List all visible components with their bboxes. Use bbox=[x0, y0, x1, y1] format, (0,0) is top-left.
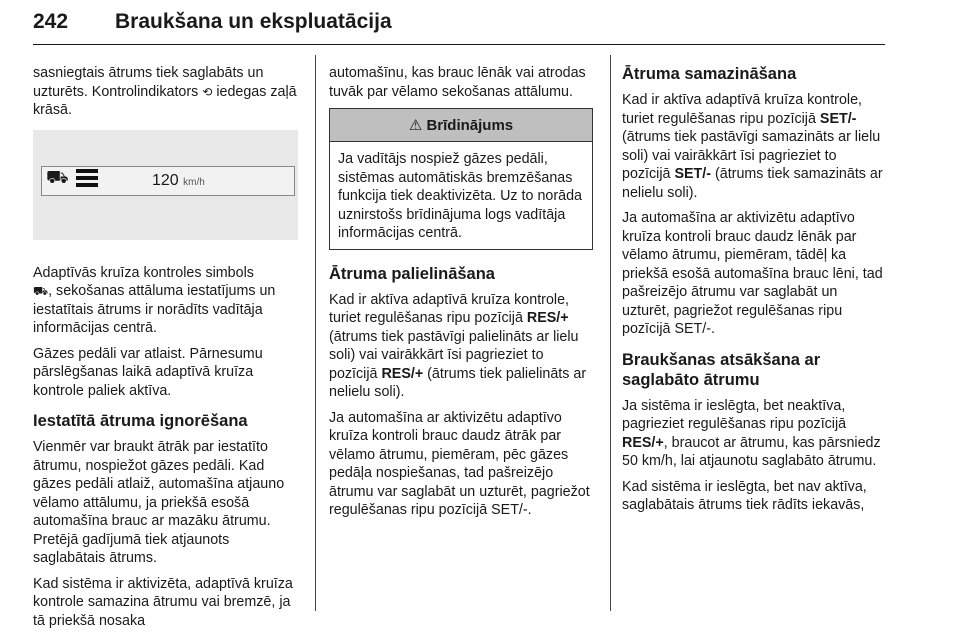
warning-header: ⚠ Brīdinājums bbox=[330, 109, 592, 142]
section-heading: Iestatītā ātruma ignorēšana bbox=[33, 412, 248, 430]
warning-text: Ja vadītājs nospiež gāzes pedāli, sistēmas automātiskās bremzēšanas funkcija tiek deaktivizēta. Uz to norāda uznirstošs brīdinājuma logs vadītāja informācijas centrā. bbox=[338, 151, 582, 241]
column-divider-2 bbox=[610, 55, 611, 611]
paragraph: Kad ir aktīva adaptīvā kruīza kontrole, turiet regulēšanas ripu pozīcijā SET/- (ātrums tiek pastāvīgi samazināts ar lielu soli) vai vairākkārt īsi pagrieziet to pozīcijā SET/- (ātrums tiek samazināts ar nelielu soli). bbox=[622, 92, 883, 201]
paragraph: Gāzes pedāli var atlaist. Pārnesumu pārslēgšanas laikā adaptīvā kruīza kontrole paliek aktīva. bbox=[33, 345, 263, 399]
column-divider-1 bbox=[315, 55, 316, 611]
section-heading: Ātruma samazināšana bbox=[622, 65, 797, 83]
paragraph: Adaptīvās kruīza kontroles simbols ⛟, sekošanas attāluma iestatījums un iestatītais ātrums ir norādīts vadītāja informācijas centrā. bbox=[33, 264, 276, 336]
column-1 bbox=[33, 64, 298, 637]
paragraph: automašīnu, kas brauc lēnāk vai atrodas tuvāk par vēlamo sekošanas attālumu. bbox=[329, 65, 586, 100]
speed-unit: km/h bbox=[183, 176, 205, 188]
adaptive-cruise-icon: ⛟ bbox=[46, 166, 69, 188]
section-heading: Ātruma palielināšana bbox=[329, 264, 495, 283]
adaptive-cruise-icon: ⛟ bbox=[33, 284, 49, 298]
paragraph: Ja automašīna ar aktivizētu adaptīvo kruīza kontroli brauc daudz lēnāk par vēlamo ātrumu, piemēram, tādēļ ka priekšā esošā automašīna brauc lēni, tad pašreizējo ātrumu var saglabāt un uzturēt, pagriežot regulēšanas ripu pozīcijā SET/-. bbox=[622, 210, 883, 337]
paragraph: Ja automašīna ar aktivizētu adaptīvo kruīza kontroli brauc daudz ātrāk par vēlamo ātrumu, piemēram, pēc gāzes pedāļa nospiešanas, tad pašreizējo ātrumu var saglabāt un uzturēt, pagriežot regulēšanas ripu pozīcijā SET/-. bbox=[329, 409, 590, 518]
column-3 bbox=[622, 64, 888, 522]
cruise-indicator-icon: ⟲ bbox=[202, 84, 213, 99]
set-speed: 120 km/h bbox=[152, 171, 205, 189]
paragraph: Kad ir aktīva adaptīvā kruīza kontrole, turiet regulēšanas ripu pozīcijā RES/+ (ātrums tiek pastāvīgi palielināts ar lielu soli) vai vairākkārt īsi pagrieziet to pozīcijā RES/+ (ātrums tiek palielināts ar nelielu soli). bbox=[329, 291, 587, 400]
paragraph: Kad sistēma ir ieslēgta, bet nav aktīva, saglabātais ātrums tiek rādīts iekavās, bbox=[622, 478, 867, 513]
page-header bbox=[33, 4, 885, 48]
column-2 bbox=[329, 64, 593, 527]
display-bar bbox=[41, 166, 295, 196]
cluster-display-image bbox=[33, 130, 298, 240]
paragraph: sasniegtais ātrums tiek saglabāts un uzturēts. Kontrolindikators ⟲ iedegas zaļā krāsā. bbox=[33, 65, 297, 118]
section-heading: Braukšanas atsākšana ar saglabāto ātrumu bbox=[622, 350, 821, 389]
paragraph: Vienmēr var braukt ātrāk par iestatīto ātrumu, nospiežot gāzes pedāli. Kad gāzes pedāli atlaiž, automašīna atjauno vēlamo attālumu, ja priekšā esošā automašīna brauc ar mazāku ātrumu. Pretējā gadījumā tiek atjaunots saglabātais ātrums. bbox=[33, 439, 285, 566]
warning-box bbox=[329, 108, 593, 250]
header-rule bbox=[33, 44, 885, 45]
follow-distance-icon bbox=[76, 169, 98, 189]
paragraph: Ja sistēma ir ieslēgta, bet neaktīva, pagrieziet regulēšanas ripu pozīcijā RES/+, braucot ar ātrumu, kas pārsniedz 50 km/h, lai atjaunotu saglabāto ātrumu. bbox=[622, 397, 881, 469]
page-number: 242 bbox=[33, 10, 69, 33]
paragraph: Kad sistēma ir aktivizēta, adaptīvā kruīza kontrole samazina ātrumu vai bremzē, ja tā priekšā nosaka bbox=[33, 575, 293, 629]
warning-icon: ⚠ bbox=[408, 116, 423, 134]
chapter-title: Braukšana un ekspluatācija bbox=[115, 10, 392, 33]
